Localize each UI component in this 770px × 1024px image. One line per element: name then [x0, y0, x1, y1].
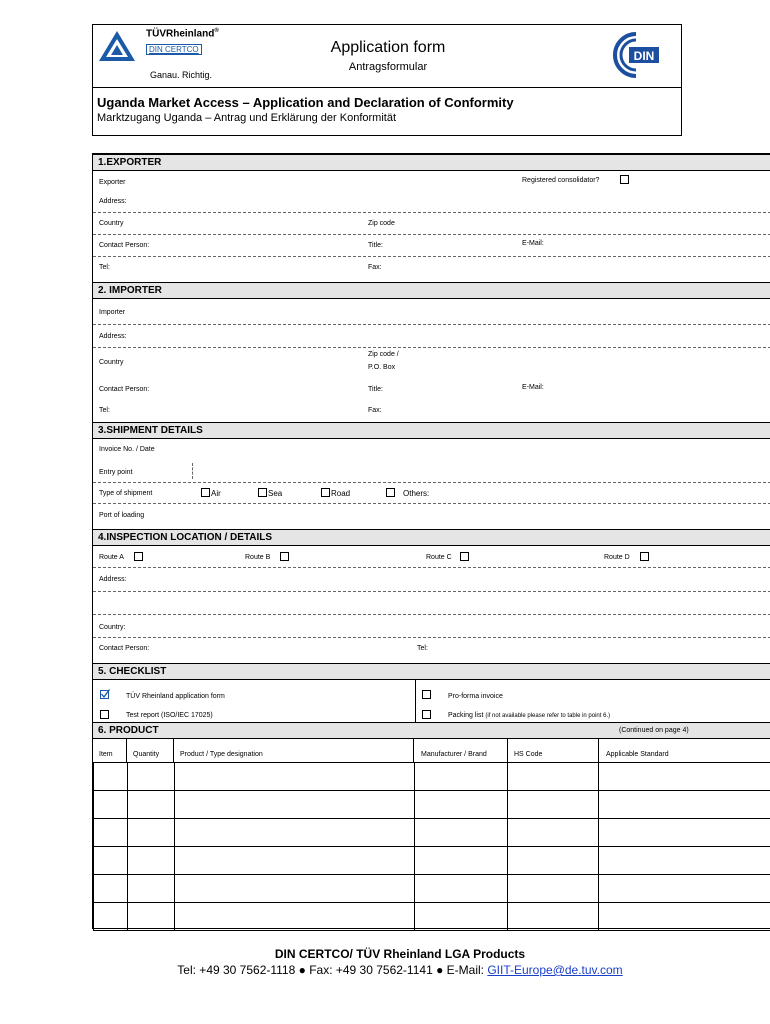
exporter-zip-label: Zip code — [368, 220, 395, 227]
col-manufacturer: Manufacturer / Brand — [421, 751, 487, 758]
importer-contact-label: Contact Person: — [99, 386, 150, 393]
air-checkbox[interactable] — [201, 488, 210, 497]
col-product: Product / Type designation — [180, 751, 263, 758]
divider — [93, 567, 770, 568]
checklist-test-report-label: Test report (ISO/IEC 17025) — [126, 712, 213, 719]
divider — [93, 614, 770, 615]
tuv-logo-icon — [97, 29, 137, 65]
product-row — [94, 819, 770, 847]
divider — [93, 482, 770, 483]
main-subtitle: Marktzugang Uganda – Antrag und Erklärung der Konformität — [97, 112, 397, 124]
header-divider — [93, 87, 681, 88]
invoice-label: Invoice No. / Date — [99, 446, 155, 453]
product-cell[interactable] — [127, 763, 174, 791]
entry-point-label: Entry point — [99, 469, 133, 476]
product-cell[interactable] — [94, 875, 128, 903]
slogan: Ganau. Richtig. — [150, 70, 213, 80]
product-row — [94, 903, 770, 931]
exporter-address-label: Address: — [99, 198, 127, 205]
importer-country-label: Country — [99, 359, 124, 366]
others-checkbox[interactable] — [386, 488, 395, 497]
product-cell[interactable] — [508, 903, 599, 931]
product-row — [94, 763, 770, 791]
svg-text:DIN: DIN — [633, 49, 655, 63]
col-standard: Applicable Standard — [606, 751, 669, 758]
product-cell[interactable] — [508, 763, 599, 791]
air-label: Air — [211, 489, 221, 498]
exporter-title-label: Title: — [368, 242, 383, 249]
exporter-fax-label: Fax: — [368, 264, 382, 271]
product-cell[interactable] — [94, 903, 128, 931]
proforma-invoice-checkbox[interactable] — [422, 690, 431, 699]
col-hs-code: HS Code — [514, 751, 543, 758]
checklist-application-form-label: TÜV Rheinland application form — [126, 693, 225, 700]
footer-company: DIN CERTCO/ TÜV Rheinland LGA Products — [274, 947, 526, 961]
importer-title-label: Title: — [368, 386, 383, 393]
importer-label: Importer — [99, 309, 126, 316]
section-inspection-heading: 4.INSPECTION LOCATION / DETAILS — [93, 529, 770, 546]
din-certco-brand: DIN CERTCO — [146, 44, 202, 55]
route-b-label: Route B — [245, 554, 271, 561]
product-table — [93, 762, 770, 931]
shipment-type-label: Type of shipment — [99, 490, 153, 497]
product-cell[interactable] — [414, 847, 508, 875]
exporter-contact-label: Contact Person: — [99, 242, 150, 249]
exporter-country-label: Country — [99, 220, 124, 227]
packing-list-checkbox[interactable] — [422, 710, 431, 719]
product-cell[interactable] — [174, 763, 414, 791]
product-row — [94, 847, 770, 875]
product-cell[interactable] — [127, 875, 174, 903]
product-cell[interactable] — [508, 875, 599, 903]
exporter-tel-label: Tel: — [99, 264, 110, 271]
product-cell[interactable] — [127, 903, 174, 931]
product-cell[interactable] — [599, 763, 770, 791]
footer-contact: Tel: +49 30 7562-1118 ● Fax: +49 30 7562-1141 ● E-Mail: GIIT-Europe@de.tuv.com — [177, 963, 623, 977]
importer-fax-label: Fax: — [368, 407, 382, 414]
inspection-country-label: Country: — [99, 624, 126, 631]
importer-zip-label: Zip code / — [368, 351, 399, 358]
importer-address-label: Address: — [99, 333, 127, 340]
section-importer-heading: 2. IMPORTER — [93, 282, 770, 299]
product-cell[interactable] — [94, 791, 128, 819]
entry-divider — [192, 463, 193, 479]
col-divider — [126, 739, 127, 763]
route-a-checkbox[interactable] — [134, 552, 143, 561]
divider — [93, 324, 770, 325]
continued-note: (Continued on page 4) — [619, 727, 689, 734]
divider — [93, 212, 770, 213]
registered-consolidator-label: Registered consolidator? — [522, 177, 600, 184]
product-cell[interactable] — [127, 819, 174, 847]
product-cell[interactable] — [414, 791, 508, 819]
route-d-checkbox[interactable] — [640, 552, 649, 561]
route-b-checkbox[interactable] — [280, 552, 289, 561]
checklist-divider — [415, 680, 416, 722]
divider — [93, 503, 770, 504]
road-label: Road — [331, 489, 351, 498]
checklist-packing-list-label: Packing list (if not available please refer to table in point 6.) — [448, 712, 611, 719]
product-header-row — [93, 739, 770, 763]
product-cell[interactable] — [127, 791, 174, 819]
col-divider — [413, 739, 414, 763]
product-cell[interactable] — [414, 875, 508, 903]
product-row — [94, 791, 770, 819]
product-cell[interactable] — [174, 791, 414, 819]
inspection-contact-label: Contact Person: — [99, 645, 150, 652]
road-checkbox[interactable] — [321, 488, 330, 497]
checklist-proforma-label: Pro-forma invoice — [448, 693, 503, 700]
main-title: Uganda Market Access – Application and Declaration of Conformity — [97, 95, 514, 110]
route-c-checkbox[interactable] — [460, 552, 469, 561]
divider — [93, 347, 770, 348]
importer-tel-label: Tel: — [99, 407, 110, 414]
test-report-checkbox[interactable] — [100, 710, 109, 719]
product-cell[interactable] — [94, 763, 128, 791]
product-cell[interactable] — [599, 847, 770, 875]
tuv-brand: TÜVRheinland® — [146, 28, 219, 40]
col-divider — [598, 739, 599, 763]
product-cell[interactable] — [127, 847, 174, 875]
footer-email-link[interactable]: GIIT-Europe@de.tuv.com — [487, 963, 623, 977]
product-cell[interactable] — [414, 819, 508, 847]
product-cell[interactable] — [94, 819, 128, 847]
product-cell[interactable] — [94, 847, 128, 875]
product-cell[interactable] — [174, 847, 414, 875]
inspection-address-label: Address: — [99, 576, 127, 583]
product-cell[interactable] — [174, 819, 414, 847]
product-cell[interactable] — [599, 903, 770, 931]
din-logo-icon — [611, 31, 661, 79]
divider — [93, 256, 770, 257]
registered-consolidator-checkbox[interactable] — [620, 175, 629, 184]
divider — [93, 591, 770, 592]
section-exporter-heading: 1.EXPORTER — [93, 154, 770, 171]
divider — [93, 234, 770, 235]
importer-pobox-label: P.O. Box — [368, 364, 396, 371]
col-quantity: Quantity — [133, 751, 160, 758]
product-cell[interactable] — [174, 903, 414, 931]
product-cell[interactable] — [414, 763, 508, 791]
product-cell[interactable] — [508, 791, 599, 819]
section-shipment-heading: 3.SHIPMENT DETAILS — [93, 422, 770, 439]
col-divider — [173, 739, 174, 763]
inspection-tel-label: Tel: — [417, 645, 428, 652]
checked-checkbox-icon[interactable] — [100, 689, 110, 699]
sea-checkbox[interactable] — [258, 488, 267, 497]
route-c-label: Route C — [426, 554, 452, 561]
others-label: Others: — [403, 489, 430, 498]
route-d-label: Route D — [604, 554, 630, 561]
port-of-loading-label: Port of loading — [99, 512, 145, 519]
exporter-email-label: E-Mail: — [522, 240, 544, 247]
product-cell[interactable] — [414, 903, 508, 931]
header-box — [92, 24, 682, 136]
form-subtitle: Antragsformular — [348, 61, 428, 73]
product-cell[interactable] — [508, 819, 599, 847]
application-form — [92, 153, 770, 929]
product-cell[interactable] — [599, 819, 770, 847]
importer-email-label: E-Mail: — [522, 384, 544, 391]
exporter-label: Exporter — [99, 179, 126, 186]
product-cell[interactable] — [508, 847, 599, 875]
section-checklist-heading: 5. CHECKLIST — [93, 663, 770, 680]
divider — [93, 637, 770, 638]
product-cell[interactable] — [599, 791, 770, 819]
route-a-label: Route A — [99, 554, 124, 561]
product-cell[interactable] — [599, 875, 770, 903]
col-item: Item — [99, 751, 113, 758]
section-product-heading: 6. PRODUCT (Continued on page 4) — [93, 722, 770, 739]
sea-label: Sea — [268, 489, 283, 498]
product-cell[interactable] — [174, 875, 414, 903]
col-divider — [507, 739, 508, 763]
form-title: Application form — [330, 39, 446, 56]
product-row — [94, 875, 770, 903]
